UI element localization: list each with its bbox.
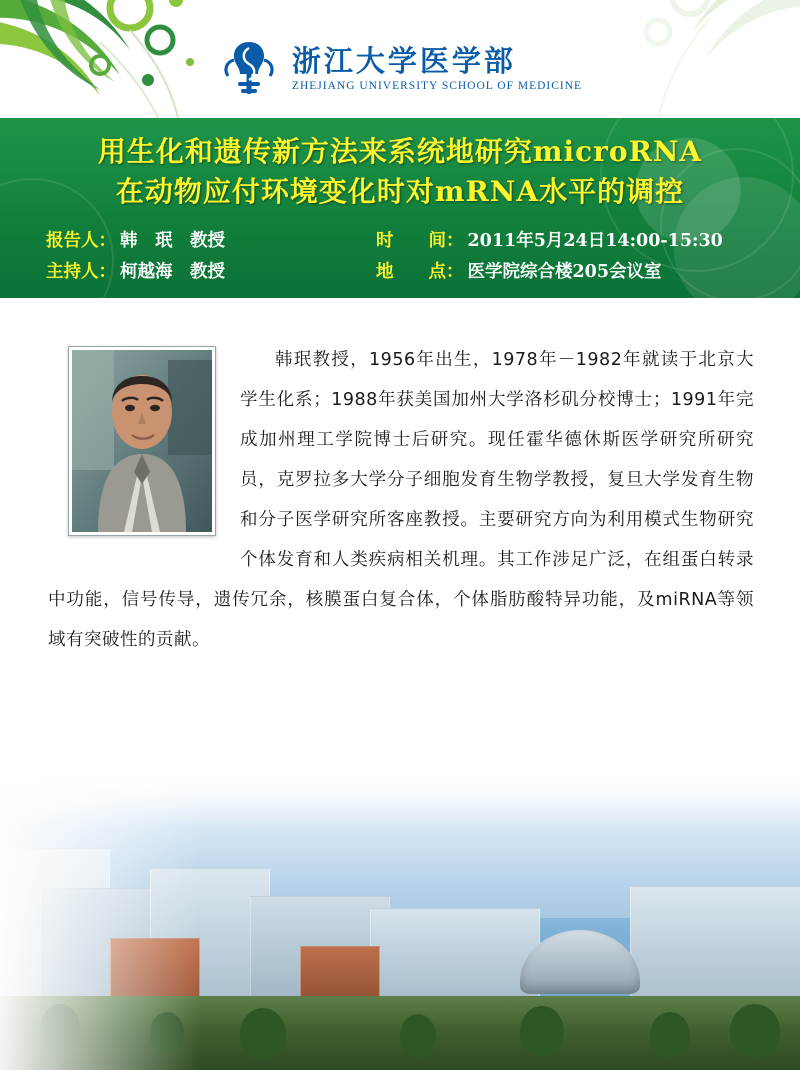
lecture-title-line1: 用生化和遗传新方法来系统地研究microRNA (97, 135, 703, 168)
tree (730, 1004, 780, 1058)
speaker-portrait (68, 346, 216, 536)
bio-inner (48, 340, 754, 660)
tree (240, 1008, 286, 1060)
lecture-title-line2: 在动物应付环境变化时对mRNA水平的调控 (115, 175, 685, 208)
campus-photo (0, 768, 800, 1070)
host-label: 主持人： (46, 262, 116, 282)
speaker-label: 报告人： (46, 231, 116, 251)
place-label: 地 点： (376, 262, 464, 282)
lecture-info (46, 226, 756, 288)
logo-chinese-name: 浙江大学医学部 (291, 43, 516, 78)
place-field (376, 257, 662, 288)
info-row-speaker-time (46, 226, 756, 257)
logo-english-name: ZHEJIANG UNIVERSITY SCHOOL OF MEDICINE (291, 80, 583, 93)
tree (520, 1006, 564, 1056)
time-label: 时 间： (376, 231, 464, 251)
tree (400, 1014, 436, 1058)
host-field (46, 257, 376, 288)
bio-text: 韩珉教授，1956年出生，1978年－1982年就读于北京大学生化系；1988年获美国加州大学洛杉矶分校博士；1991年完成加州理工学院博士后研究。现任霍华德休斯医学研究所研究员，克罗拉多大学分子细胞发育生物学教授，复旦大学发育生物和分子医学研究所客座教授。主要研究方向为利用模式生物研究个体发育和人类疾病相关机理。其工作涉足广泛，在组蛋白转录中功能，信号传导，遗传冗余，核膜蛋白复合体，个体脂肪酸特异功能，及miRNA等领域有突破性的贡献。 (48, 350, 754, 650)
university-logo (0, 34, 800, 104)
speaker-field (46, 226, 376, 257)
time-field (376, 226, 723, 257)
caduceus-icon (218, 38, 280, 100)
logo-text-block (291, 43, 583, 93)
info-row-host-place (46, 257, 756, 288)
host-value: 柯越海 教授 (120, 262, 225, 282)
portrait-image (72, 350, 212, 532)
speaker-bio-section (0, 298, 800, 768)
tree (650, 1012, 690, 1058)
building (370, 908, 540, 1008)
speaker-value: 韩 珉 教授 (120, 231, 225, 251)
lecture-title (0, 132, 800, 212)
title-banner (0, 118, 800, 298)
building (630, 886, 800, 1010)
time-value: 2011年5月24日14:00-15:30 (467, 231, 723, 251)
photo-fade-top (0, 768, 800, 828)
place-value: 医学院综合楼205会议室 (467, 262, 662, 282)
